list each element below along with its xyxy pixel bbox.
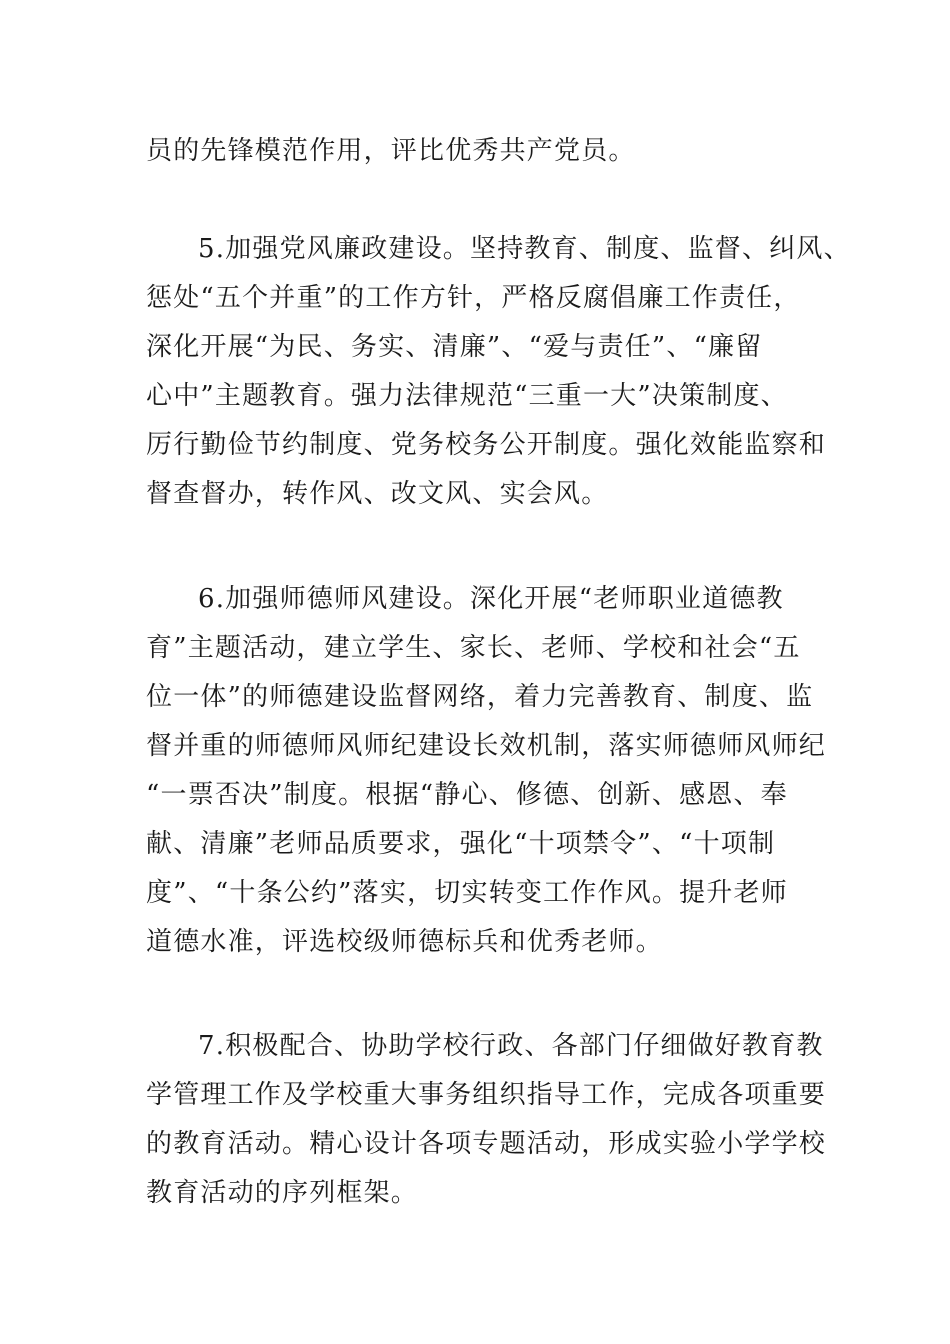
paragraph-item-7 [146, 1022, 836, 1218]
text-line: 心中”主题教育。强力法律规范“三重一大”决策制度、 [146, 381, 788, 411]
text-line: 学管理工作及学校重大事务组织指导工作，完成各项重要 [146, 1080, 827, 1110]
text-line: 督查督办，转作风、改文风、实会风。 [146, 479, 609, 509]
text-line: 度”、“十条公约”落实，切实转变工作作风。提升老师 [146, 878, 788, 908]
text-line: 育”主题活动，建立学生、家长、老师、学校和社会“五 [146, 633, 801, 663]
text-line: 7.积极配合、协助学校行政、各部门仔细做好教育教 [198, 1031, 824, 1061]
text-line: 惩处“五个并重”的工作方针，严格反腐倡廉工作责任， [146, 283, 801, 313]
paragraph-item-6 [146, 575, 836, 967]
text-line: 员的先锋模范作用，评比优秀共产党员。 [146, 136, 636, 166]
text-line: 献、清廉”老师品质要求，强化“十项禁令”、“十项制 [146, 829, 776, 859]
text-line: “一票否决”制度。根据“静心、修德、创新、感恩、奉 [146, 780, 788, 810]
text-line: 的教育活动。精心设计各项专题活动，形成实验小学学校 [146, 1129, 827, 1159]
text-line: 深化开展“为民、务实、清廉”、“爱与责任”、“廉留 [146, 332, 763, 362]
paragraph-continuation [146, 127, 836, 176]
text-line: 厉行勤俭节约制度、党务校务公开制度。强化效能监察和 [146, 430, 827, 460]
text-line: 位一体”的师德建设监督网络，着力完善教育、制度、监 [146, 682, 814, 712]
paragraph-item-5 [146, 225, 851, 519]
text-line: 6.加强师德师风建设。深化开展“老师职业道德教 [198, 584, 784, 614]
text-line: 督并重的师德师风师纪建设长效机制，落实师德师风师纪 [146, 731, 827, 761]
text-line: 道德水准，评选校级师德标兵和优秀老师。 [146, 927, 663, 957]
text-line: 教育活动的序列框架。 [146, 1178, 419, 1208]
text-line: 5.加强党风廉政建设。坚持教育、制度、监督、纠风、 [198, 234, 851, 264]
